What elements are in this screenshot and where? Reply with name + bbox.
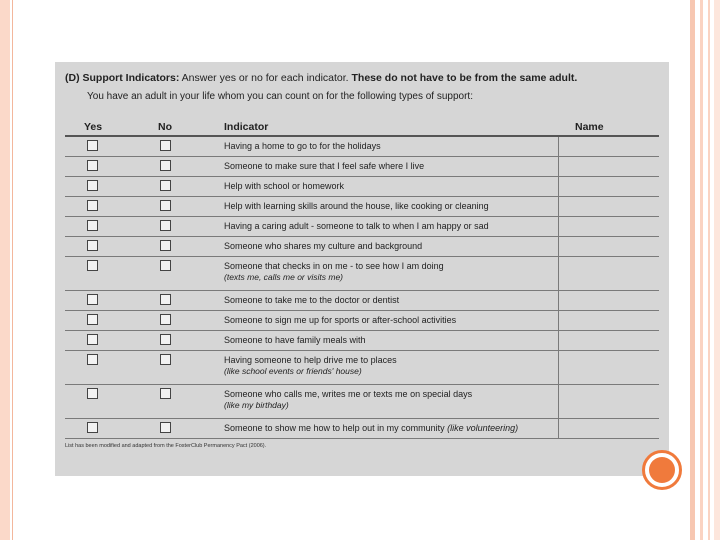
slide-frame-right-stripe (700, 0, 703, 540)
slide-frame-right-stripe (714, 0, 720, 540)
indicator-text: Someone to take me to the doctor or dentist (224, 295, 400, 305)
no-checkbox[interactable] (160, 334, 171, 345)
yes-checkbox[interactable] (87, 140, 98, 151)
yes-checkbox[interactable] (87, 422, 98, 433)
column-header-name: Name (558, 117, 659, 136)
indicator-text: Help with school or homework (224, 181, 345, 191)
slide-decoration-circle (642, 450, 682, 490)
no-checkbox[interactable] (160, 240, 171, 251)
yes-checkbox[interactable] (87, 354, 98, 365)
no-checkbox[interactable] (160, 260, 171, 271)
no-checkbox[interactable] (160, 160, 171, 171)
no-checkbox[interactable] (160, 294, 171, 305)
yes-checkbox[interactable] (87, 260, 98, 271)
no-checkbox[interactable] (160, 388, 171, 399)
section-label: (D) Support Indicators: (65, 72, 180, 84)
name-field[interactable] (558, 257, 659, 291)
indicator-text: Someone who shares my culture and background (224, 241, 423, 251)
yes-checkbox[interactable] (87, 314, 98, 325)
indicator-text: Someone to have family meals with (224, 335, 366, 345)
name-field[interactable] (558, 311, 659, 331)
yes-checkbox[interactable] (87, 388, 98, 399)
table-row (65, 351, 659, 385)
table-row (65, 217, 659, 237)
indicator-text: Someone to sign me up for sports or after-school activities (224, 315, 457, 325)
section-subheading: You have an adult in your life whom you can count on for the following types of support: (87, 91, 473, 102)
indicator-example: (like volunteering) (447, 423, 519, 433)
indicator-text: Help with learning skills around the house, like cooking or cleaning (224, 201, 489, 211)
source-footnote: List has been modified and adapted from the FosterClub Permanency Pact (2006). (65, 443, 267, 449)
table-row (65, 311, 659, 331)
no-checkbox[interactable] (160, 140, 171, 151)
name-field[interactable] (558, 351, 659, 385)
indicator-text: Someone that checks in on me - to see how I am doing (224, 261, 444, 271)
no-checkbox[interactable] (160, 314, 171, 325)
name-field[interactable] (558, 136, 659, 157)
slide-decoration-dot (649, 457, 675, 483)
table-row (65, 136, 659, 157)
indicator-text: Having a home to go to for the holidays (224, 141, 381, 151)
name-field[interactable] (558, 331, 659, 351)
slide-frame-left (0, 0, 10, 540)
section-heading (65, 71, 665, 85)
yes-checkbox[interactable] (87, 160, 98, 171)
column-header-indicator: Indicator (224, 117, 558, 136)
no-checkbox[interactable] (160, 220, 171, 231)
indicator-text: Having a caring adult - someone to talk to when I am happy or sad (224, 221, 489, 231)
table-row (65, 419, 659, 439)
indicator-example: (texts me, calls me or visits me) (224, 272, 344, 282)
column-header-no: No (140, 117, 224, 136)
name-field[interactable] (558, 217, 659, 237)
yes-checkbox[interactable] (87, 180, 98, 191)
table-row (65, 237, 659, 257)
table-row (65, 331, 659, 351)
table-row (65, 157, 659, 177)
slide-frame-right-stripe (708, 0, 710, 540)
no-checkbox[interactable] (160, 422, 171, 433)
indicator-example: (like school events or friends' house) (224, 366, 362, 376)
yes-checkbox[interactable] (87, 294, 98, 305)
name-field[interactable] (558, 291, 659, 311)
support-indicators-panel (55, 62, 669, 476)
name-field[interactable] (558, 237, 659, 257)
slide-frame-left-line (12, 0, 13, 540)
yes-checkbox[interactable] (87, 240, 98, 251)
indicator-text-main: Someone to show me how to help out in my community (224, 423, 445, 433)
name-field[interactable] (558, 419, 659, 439)
section-instruction: Answer yes or no for each indicator. (181, 72, 349, 84)
section-emphasis: These do not have to be from the same adult. (351, 72, 578, 84)
yes-checkbox[interactable] (87, 220, 98, 231)
indicator-text: Having someone to help drive me to places (224, 355, 397, 365)
no-checkbox[interactable] (160, 180, 171, 191)
indicator-text: Someone to make sure that I feel safe where I live (224, 161, 425, 171)
indicator-text: Someone who calls me, writes me or texts me on special days (224, 389, 473, 399)
name-field[interactable] (558, 197, 659, 217)
yes-checkbox[interactable] (87, 200, 98, 211)
name-field[interactable] (558, 157, 659, 177)
table-row (65, 257, 659, 291)
name-field[interactable] (558, 177, 659, 197)
table-row (65, 291, 659, 311)
column-header-yes: Yes (65, 117, 140, 136)
name-field[interactable] (558, 385, 659, 419)
yes-checkbox[interactable] (87, 334, 98, 345)
table-row (65, 197, 659, 217)
no-checkbox[interactable] (160, 354, 171, 365)
indicator-text (224, 422, 558, 434)
indicator-table (65, 117, 659, 439)
indicator-example: (like my birthday) (224, 400, 289, 410)
table-row (65, 385, 659, 419)
table-row (65, 177, 659, 197)
no-checkbox[interactable] (160, 200, 171, 211)
slide-frame-right-stripe (690, 0, 695, 540)
